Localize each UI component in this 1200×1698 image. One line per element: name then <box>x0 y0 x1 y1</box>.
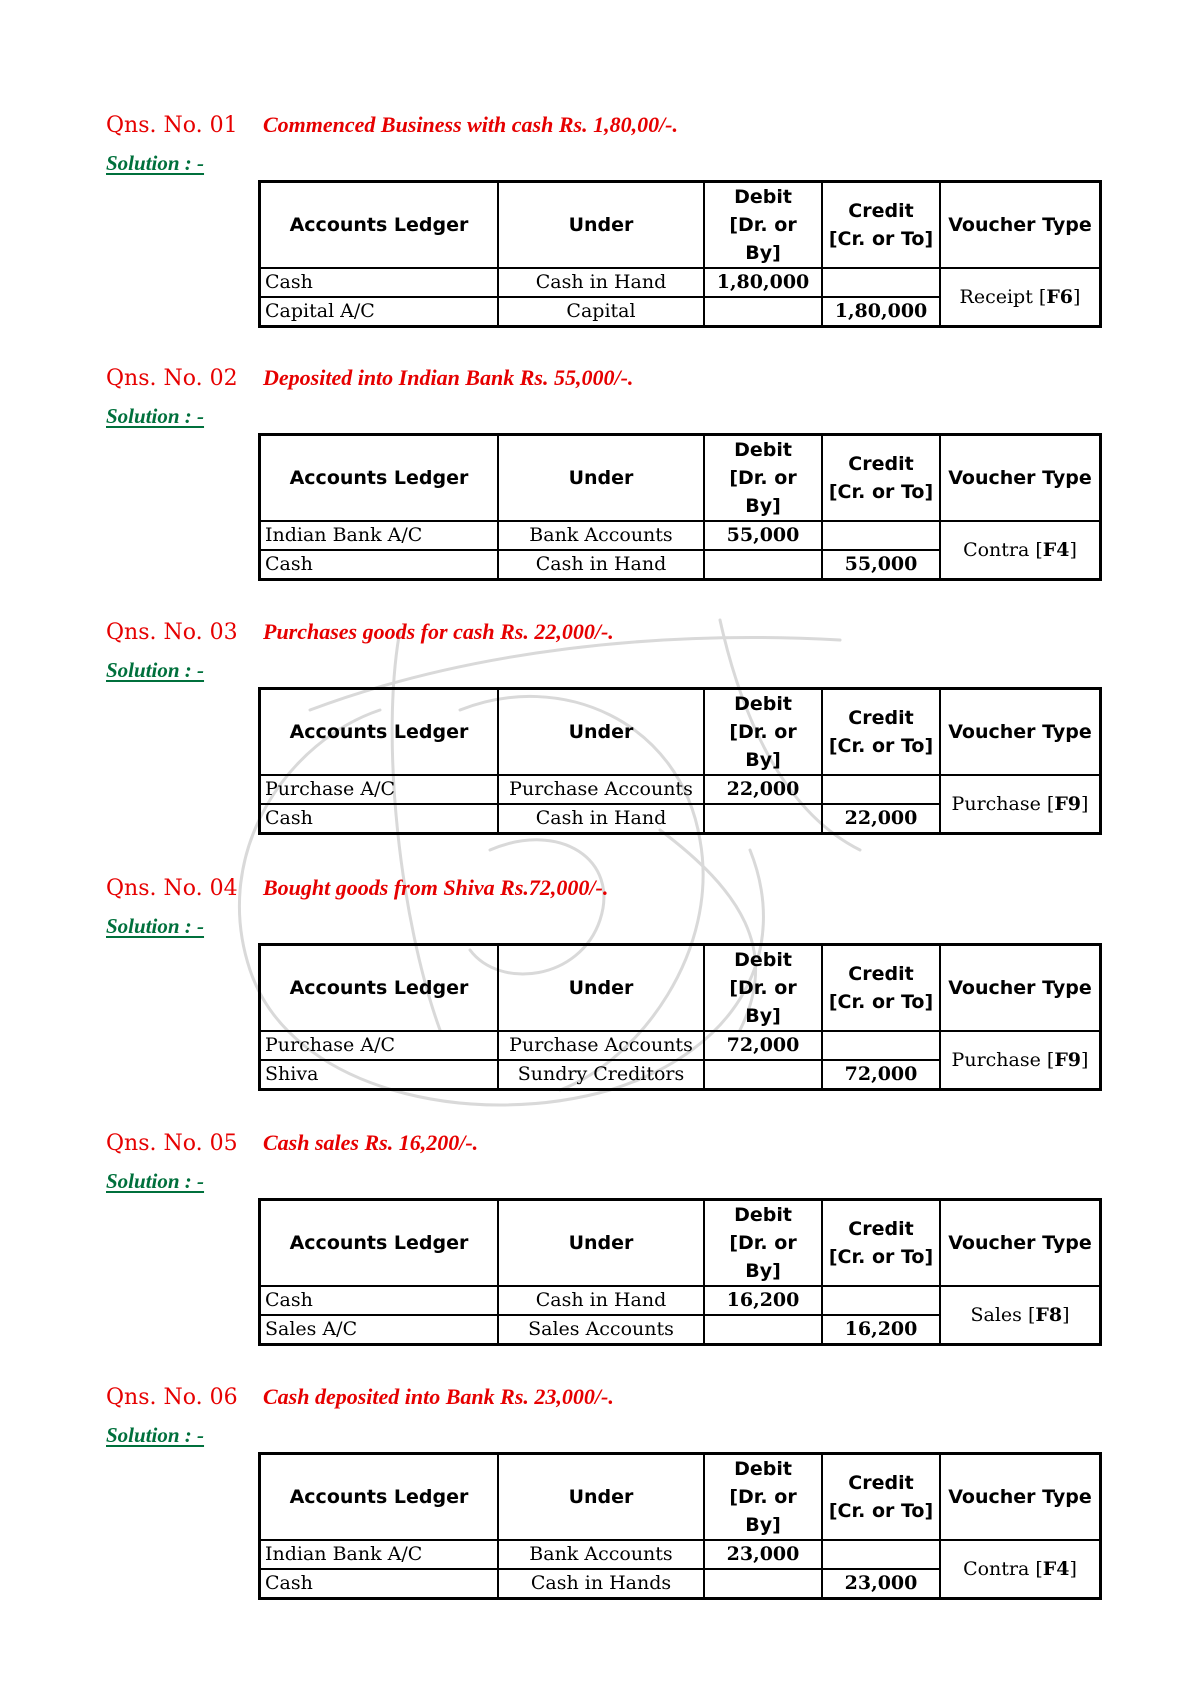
question-block <box>106 1384 1106 1594</box>
header-ledger: Accounts Ledger <box>260 1200 499 1287</box>
question-block <box>106 619 1106 829</box>
question-number: Qns. No. 04 <box>106 876 238 901</box>
question-number: Qns. No. 03 <box>106 620 238 645</box>
table-row <box>260 268 1101 297</box>
header-ledger: Accounts Ledger <box>260 945 499 1032</box>
credit-cell <box>822 1031 940 1060</box>
credit-cell: 55,000 <box>822 550 940 580</box>
voucher-cell: Contra [F4] <box>940 1540 1101 1599</box>
debit-cell: 23,000 <box>704 1540 822 1569</box>
question-block <box>106 112 1106 322</box>
solution-label: Solution : - <box>106 404 205 428</box>
credit-cell: 23,000 <box>822 1569 940 1599</box>
under-cell: Sales Accounts <box>498 1315 704 1345</box>
ledger-table <box>258 687 1102 835</box>
table-row <box>260 1031 1101 1060</box>
header-voucher: Voucher Type <box>940 1200 1101 1287</box>
ledger-cell: Cash <box>260 804 499 834</box>
ledger-cell: Cash <box>260 1286 499 1315</box>
header-credit: Credit [Cr. or To] <box>822 435 940 522</box>
under-cell: Cash in Hand <box>498 550 704 580</box>
credit-cell <box>822 1540 940 1569</box>
under-cell: Cash in Hands <box>498 1569 704 1599</box>
credit-cell <box>822 268 940 297</box>
table-row <box>260 1286 1101 1315</box>
question-number: Qns. No. 01 <box>106 113 238 138</box>
header-debit: Debit [Dr. or By] <box>704 435 822 522</box>
header-ledger: Accounts Ledger <box>260 689 499 776</box>
ledger-table <box>258 1198 1102 1346</box>
ledger-cell: Indian Bank A/C <box>260 1540 499 1569</box>
ledger-cell: Capital A/C <box>260 297 499 327</box>
solution-label: Solution : - <box>106 1423 205 1447</box>
voucher-cell: Purchase [F9] <box>940 775 1101 834</box>
header-debit: Debit [Dr. or By] <box>704 1454 822 1541</box>
voucher-cell: Contra [F4] <box>940 521 1101 580</box>
header-under: Under <box>498 435 704 522</box>
header-credit: Credit [Cr. or To] <box>822 182 940 269</box>
credit-cell: 1,80,000 <box>822 297 940 327</box>
ledger-table <box>258 180 1102 328</box>
question-block <box>106 1130 1106 1340</box>
credit-cell: 16,200 <box>822 1315 940 1345</box>
question-text: Deposited into Indian Bank Rs. 55,000/-. <box>263 365 634 390</box>
voucher-cell: Sales [F8] <box>940 1286 1101 1345</box>
under-cell: Purchase Accounts <box>498 775 704 804</box>
under-cell: Bank Accounts <box>498 1540 704 1569</box>
header-debit: Debit [Dr. or By] <box>704 1200 822 1287</box>
solution-label: Solution : - <box>106 914 205 938</box>
ledger-cell: Sales A/C <box>260 1315 499 1345</box>
header-credit: Credit [Cr. or To] <box>822 1200 940 1287</box>
debit-cell: 55,000 <box>704 521 822 550</box>
header-under: Under <box>498 689 704 776</box>
credit-cell <box>822 1286 940 1315</box>
ledger-table <box>258 943 1102 1091</box>
header-under: Under <box>498 1200 704 1287</box>
header-voucher: Voucher Type <box>940 689 1101 776</box>
question-number: Qns. No. 06 <box>106 1385 238 1410</box>
header-under: Under <box>498 1454 704 1541</box>
table-row <box>260 521 1101 550</box>
debit-cell <box>704 297 822 327</box>
header-voucher: Voucher Type <box>940 435 1101 522</box>
under-cell: Purchase Accounts <box>498 1031 704 1060</box>
ledger-table <box>258 1452 1102 1600</box>
header-voucher: Voucher Type <box>940 1454 1101 1541</box>
under-cell: Capital <box>498 297 704 327</box>
question-text: Cash deposited into Bank Rs. 23,000/-. <box>263 1384 614 1409</box>
under-cell: Sundry Creditors <box>498 1060 704 1090</box>
question-block <box>106 875 1106 1085</box>
header-debit: Debit [Dr. or By] <box>704 689 822 776</box>
debit-cell <box>704 1060 822 1090</box>
ledger-cell: Cash <box>260 268 499 297</box>
header-ledger: Accounts Ledger <box>260 435 499 522</box>
header-credit: Credit [Cr. or To] <box>822 689 940 776</box>
header-credit: Credit [Cr. or To] <box>822 945 940 1032</box>
header-debit: Debit [Dr. or By] <box>704 182 822 269</box>
credit-cell <box>822 775 940 804</box>
header-under: Under <box>498 182 704 269</box>
debit-cell: 16,200 <box>704 1286 822 1315</box>
credit-cell <box>822 521 940 550</box>
under-cell: Cash in Hand <box>498 804 704 834</box>
ledger-cell: Purchase A/C <box>260 775 499 804</box>
question-text: Purchases goods for cash Rs. 22,000/-. <box>263 619 614 644</box>
header-debit: Debit [Dr. or By] <box>704 945 822 1032</box>
solution-label: Solution : - <box>106 1169 205 1193</box>
ledger-cell: Cash <box>260 550 499 580</box>
under-cell: Bank Accounts <box>498 521 704 550</box>
question-number: Qns. No. 02 <box>106 366 238 391</box>
debit-cell: 72,000 <box>704 1031 822 1060</box>
ledger-cell: Cash <box>260 1569 499 1599</box>
question-block <box>106 365 1106 575</box>
debit-cell <box>704 550 822 580</box>
debit-cell: 22,000 <box>704 775 822 804</box>
debit-cell: 1,80,000 <box>704 268 822 297</box>
under-cell: Cash in Hand <box>498 268 704 297</box>
header-under: Under <box>498 945 704 1032</box>
solution-label: Solution : - <box>106 658 205 682</box>
header-ledger: Accounts Ledger <box>260 1454 499 1541</box>
question-text: Cash sales Rs. 16,200/-. <box>263 1130 479 1155</box>
question-text: Commenced Business with cash Rs. 1,80,00/-. <box>263 112 679 137</box>
header-ledger: Accounts Ledger <box>260 182 499 269</box>
ledger-cell: Indian Bank A/C <box>260 521 499 550</box>
voucher-cell: Receipt [F6] <box>940 268 1101 327</box>
header-credit: Credit [Cr. or To] <box>822 1454 940 1541</box>
credit-cell: 72,000 <box>822 1060 940 1090</box>
ledger-cell: Shiva <box>260 1060 499 1090</box>
header-voucher: Voucher Type <box>940 945 1101 1032</box>
question-number: Qns. No. 05 <box>106 1131 238 1156</box>
debit-cell <box>704 1569 822 1599</box>
table-row <box>260 1540 1101 1569</box>
credit-cell: 22,000 <box>822 804 940 834</box>
debit-cell <box>704 804 822 834</box>
table-row <box>260 775 1101 804</box>
header-voucher: Voucher Type <box>940 182 1101 269</box>
solution-label: Solution : - <box>106 151 205 175</box>
question-text: Bought goods from Shiva Rs.72,000/-. <box>263 875 609 900</box>
debit-cell <box>704 1315 822 1345</box>
ledger-cell: Purchase A/C <box>260 1031 499 1060</box>
ledger-table <box>258 433 1102 581</box>
under-cell: Cash in Hand <box>498 1286 704 1315</box>
voucher-cell: Purchase [F9] <box>940 1031 1101 1090</box>
